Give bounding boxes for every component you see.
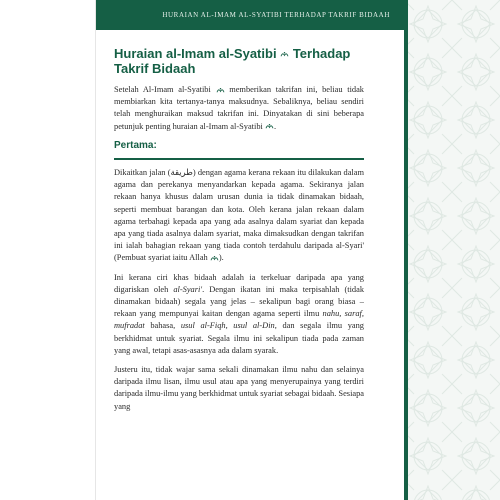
title-line2: Takrif Bidaah [114, 61, 196, 76]
p2-text-b: . Dengan ikatan ini maka terpisahlah (tidak dinamakan bidaah) segala yang jelas – sekalipun bagi orang biasa – rekaan yang mempunyai kaitan dengan agama seperti ilmu [114, 284, 365, 319]
section-rule [114, 158, 364, 160]
p2-text-a: Ini kerana ciri khas bidaah adalah ia terkeluar daripada apa yang digariskan oleh [114, 272, 364, 294]
p2-italic-1: al-Syari' [173, 284, 203, 294]
honorific-icon [265, 121, 277, 131]
intro-text-a: Setelah Al-Imam al-Syatibi [114, 85, 211, 94]
page-title [114, 46, 364, 76]
paragraph-2 [114, 272, 364, 357]
paragraph-1 [114, 167, 364, 265]
arabic-term: طريقة [170, 168, 193, 178]
honorific-icon [280, 51, 289, 58]
title-line1b: Terhadap [292, 46, 351, 61]
running-header: HURAIAN AL-IMAM AL-SYATIBI TERHADAP TAKRIF BIDAAH [162, 11, 390, 19]
intro-text-b: memberikan takrifan ini, beliau tidak membiarkan kita tertanya-tanya maksudnya. Sebaliknya, beliau sendiri telah menghuraikan maksud takrifan ini. Dinyatakan di sini beberapa petunjuk penting huraian al-Imam al-Syatibi [114, 85, 364, 131]
intro-paragraph [114, 84, 364, 133]
honorific-icon [210, 255, 219, 262]
title-line1: Huraian al-Imam al-Syatibi [114, 46, 277, 61]
geometric-pattern-icon [404, 0, 500, 500]
document-page [96, 0, 404, 500]
p2-italic-2: nahu, saraf, mufradat [114, 309, 364, 331]
honorific-icon [216, 87, 225, 94]
intro-text-c: . [273, 121, 277, 131]
decorative-panel [404, 0, 500, 500]
left-margin [0, 0, 96, 500]
paragraph-3: Justeru itu, tidak wajar sama sekali dinamakan ilmu nahu dan selainya daripada ilmu lisan, ilmu usul atau apa yang menyerupainya yang terdiri daripada ilmu-ilmu yang berkhidmat untuk syariat sebagai bidaah. Sesiapa yang [114, 365, 365, 411]
accent-stripe [404, 0, 408, 500]
p1-text-b: ) dengan agama kerana rekaan itu dilakukan dalam agama dan perekanya menyandarkan kepada agama. Sekiranya jalan rekaan hanya khusus dalam urusan dunia ia tidak dinamakan bidaah, seperti membuat barangan dan kota. Oleh kerana jalan rekaan dalam agama terbahagi kepada apa yang ada asalnya dalam syariat dan kepada apa yang tiada asalnya dalam syariat, maka dimaksudkan dengan takrifan ini ialah bahagian rekaan yang tiada contoh terdahulu daripada al-Syari' (Pembuat syariat iaitu Allah [114, 168, 364, 263]
p2-text-d: , dan segala ilmu yang berkhidmat untuk syariat. Segala ilmu ini sekalipun tiada pada zaman yang awal, tetapi asas-asasnya ada dalam syarak. [114, 321, 364, 355]
p2-italic-3: usul al-Fiqh, usul al-Din [180, 321, 275, 331]
p1-text-a: Dikaitkan jalan ( [114, 168, 171, 178]
section-heading: Pertama: [114, 139, 157, 151]
p1-text-c: ). [218, 253, 224, 263]
page-content [114, 46, 364, 420]
p2-text-c: bahasa, [144, 321, 181, 331]
